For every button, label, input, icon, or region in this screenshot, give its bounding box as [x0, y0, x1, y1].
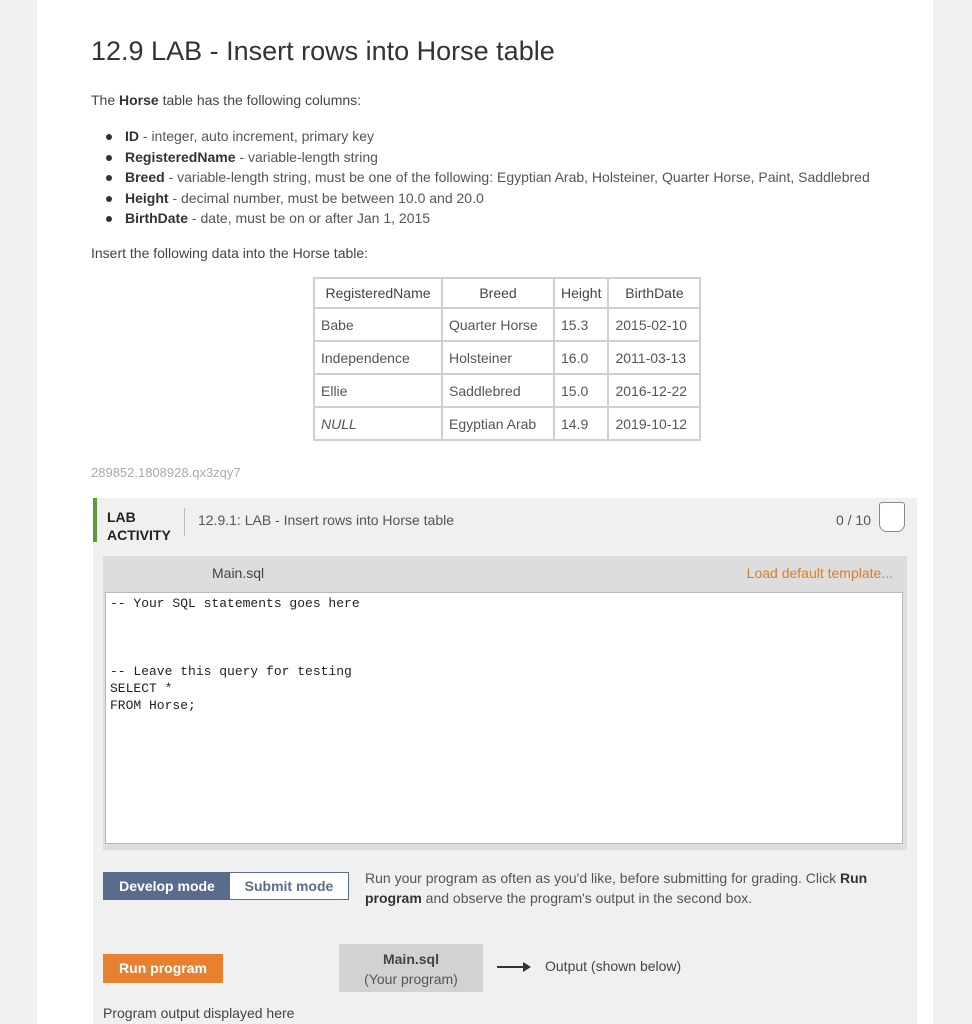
program-sub-label: (Your program)	[364, 971, 458, 987]
lab-score: 0 / 10	[835, 512, 871, 528]
lab-header	[93, 498, 917, 542]
editor-file-name: Main.sql	[212, 565, 265, 581]
intro-table-name: Horse	[119, 92, 159, 108]
code-editor[interactable]	[105, 592, 903, 844]
lab-title: 12.9.1: LAB - Insert rows into Horse table	[198, 512, 455, 528]
lab-activity	[93, 498, 917, 1024]
column-item	[91, 168, 870, 189]
lab-divider	[184, 508, 185, 536]
table-row	[314, 374, 700, 407]
column-name: Breed	[125, 169, 165, 185]
table-header-cell: RegisteredName	[314, 278, 442, 308]
table-cell: Ellie	[314, 374, 442, 407]
column-item	[91, 189, 870, 210]
program-file-name: Main.sql	[382, 951, 439, 967]
score-badge-icon	[879, 502, 905, 532]
column-name: BirthDate	[125, 210, 189, 226]
column-desc: - variable-length string, must be one of the following: Egyptian Arab, Holsteiner, Quarter Horse, Paint, Saddlebred	[164, 169, 870, 185]
table-cell: Saddlebred	[442, 374, 554, 407]
table-cell: Quarter Horse	[442, 308, 554, 341]
hint-text: Run your program as often as you'd like, before submitting for grading. Click	[365, 870, 841, 886]
page-title: 12.9 LAB - Insert rows into Horse table	[91, 36, 555, 66]
table-header-cell: Height	[554, 278, 608, 308]
column-item	[91, 127, 870, 148]
table-cell: 14.9	[554, 407, 608, 440]
table-cell: 2011-03-13	[608, 341, 700, 374]
column-name: RegisteredName	[125, 148, 236, 165]
content-page	[37, 0, 933, 1024]
intro-suffix: table has the following columns:	[158, 92, 362, 108]
column-desc: - date, must be on or after Jan 1, 2015	[188, 210, 431, 226]
column-name: ID	[125, 128, 139, 144]
hint-bold: Run program	[365, 870, 868, 906]
lab-activity-label: LAB ACTIVITY	[107, 509, 171, 543]
column-item	[91, 148, 870, 169]
submit-mode-button[interactable]: Submit mode	[230, 873, 348, 899]
table-cell: Independence	[314, 341, 442, 374]
table-cell: 15.3	[554, 308, 608, 341]
table-cell: 2019-10-12	[608, 407, 700, 440]
zybook-id: 289852.1808928.qx3zqy7	[91, 465, 241, 480]
intro-text	[91, 92, 361, 108]
table-cell: 15.0	[554, 374, 608, 407]
program-box	[339, 944, 483, 992]
intro-prefix: The	[91, 92, 120, 108]
hint-text-end: and observe the program's output in the second box.	[421, 890, 753, 906]
column-list	[91, 127, 870, 230]
table-header-cell: BirthDate	[608, 278, 700, 308]
editor-panel	[103, 556, 907, 850]
run-program-button[interactable]: Run program	[103, 954, 223, 983]
table-cell: NULL	[314, 407, 442, 440]
column-item	[91, 209, 870, 230]
lab-accent-bar	[93, 498, 97, 542]
column-desc: - decimal number, must be between 10.0 and 20.0	[168, 189, 484, 206]
table-cell: Holsteiner	[442, 341, 554, 374]
load-default-template-link[interactable]: Load default template...	[746, 565, 893, 581]
mode-toggle	[103, 872, 349, 900]
insert-instructions: Insert the following data into the Horse table:	[91, 245, 369, 261]
column-desc: - integer, auto increment, primary key	[139, 128, 374, 144]
table-header-row	[314, 278, 700, 308]
column-desc: - variable-length string	[235, 148, 378, 165]
table-cell: Babe	[314, 308, 442, 341]
arrow-right-icon	[497, 966, 529, 968]
horse-data-table	[313, 277, 701, 441]
program-output-text: Program output displayed here	[103, 1005, 295, 1021]
output-label: Output (shown below)	[545, 958, 682, 974]
table-cell: 2015-02-10	[608, 308, 700, 341]
table-cell: 16.0	[554, 341, 608, 374]
table-header-cell: Breed	[442, 278, 554, 308]
table-row	[314, 341, 700, 374]
table-cell: 2016-12-22	[608, 374, 700, 407]
table-cell: Egyptian Arab	[442, 407, 554, 440]
mode-hint	[365, 868, 905, 908]
table-row	[314, 308, 700, 341]
column-name: Height	[125, 189, 169, 206]
table-row	[314, 407, 700, 440]
develop-mode-button[interactable]: Develop mode	[104, 873, 230, 899]
